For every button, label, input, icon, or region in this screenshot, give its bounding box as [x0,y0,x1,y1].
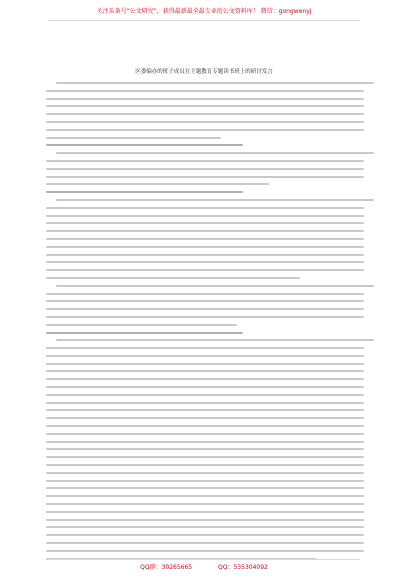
body-text-line [46,370,364,372]
body-text-line [46,183,269,185]
body-text-line [46,441,364,443]
body-text-line [56,82,374,84]
body-text-line [46,113,364,115]
document-body [46,82,364,565]
header-divider [48,20,360,21]
section-heading-line [46,332,243,334]
body-text-line [46,129,364,131]
body-text-line [46,324,237,326]
body-text-line [46,207,364,209]
body-text-line [46,238,364,240]
body-text-line [46,246,364,248]
body-text-line [46,386,364,388]
body-text-line [46,394,364,396]
body-text-line [56,199,374,201]
body-text-line [46,347,364,349]
body-text-line [46,308,364,310]
body-text-line [56,285,374,287]
body-text-line [46,355,364,357]
body-text-line [46,300,364,302]
body-text-line [46,137,221,139]
body-text-line [56,339,374,341]
body-text-line [46,105,364,107]
body-text-line [46,316,364,318]
body-text-line [46,378,364,380]
body-text-line [46,215,364,217]
body-text-line [46,293,364,295]
body-text-line [46,261,364,263]
document-title: 区委编办的班子成员在主题教育专题读书班上的研讨发言 [135,69,273,75]
body-text-line [46,230,364,232]
body-text-line [46,464,364,466]
body-text-line [46,160,364,162]
body-text-line [46,503,364,505]
body-text-line [46,98,364,100]
body-text-line [46,550,364,552]
body-text-line [46,472,364,474]
section-heading-line [46,191,243,193]
promo-banner: 关注头条号“公文研究”，获得最新最全最专业的公文资料库！ 微信：gongwenyj [96,8,312,15]
body-text-line [46,448,364,450]
body-text-line [46,519,364,521]
contact-footer [0,564,408,572]
body-text-line [46,534,364,536]
body-text-line [46,480,364,482]
body-text-line [46,277,300,279]
body-text-line [46,425,364,427]
body-text-line [46,222,364,224]
body-text-line [56,152,374,154]
body-text-line [46,269,364,271]
body-text-line [46,495,364,497]
body-text-line [46,511,364,513]
body-text-line [46,487,364,489]
body-text-line [46,402,364,404]
body-text-line [46,90,364,92]
body-text-line [46,363,364,365]
body-text-line [46,456,364,458]
body-text-line [46,409,364,411]
qq-number-text: QQ：535304092 [218,564,268,571]
footer-divider [48,559,360,560]
body-text-line [46,542,364,544]
body-text-line [46,254,364,256]
qq-group-text: QQ群：30265665 [140,564,193,571]
body-text-line [46,433,364,435]
body-text-line [46,168,364,170]
body-text-line [46,176,364,178]
body-text-line [46,121,364,123]
body-text-line [46,526,364,528]
body-text-line [46,417,364,419]
section-heading-line [46,144,243,146]
